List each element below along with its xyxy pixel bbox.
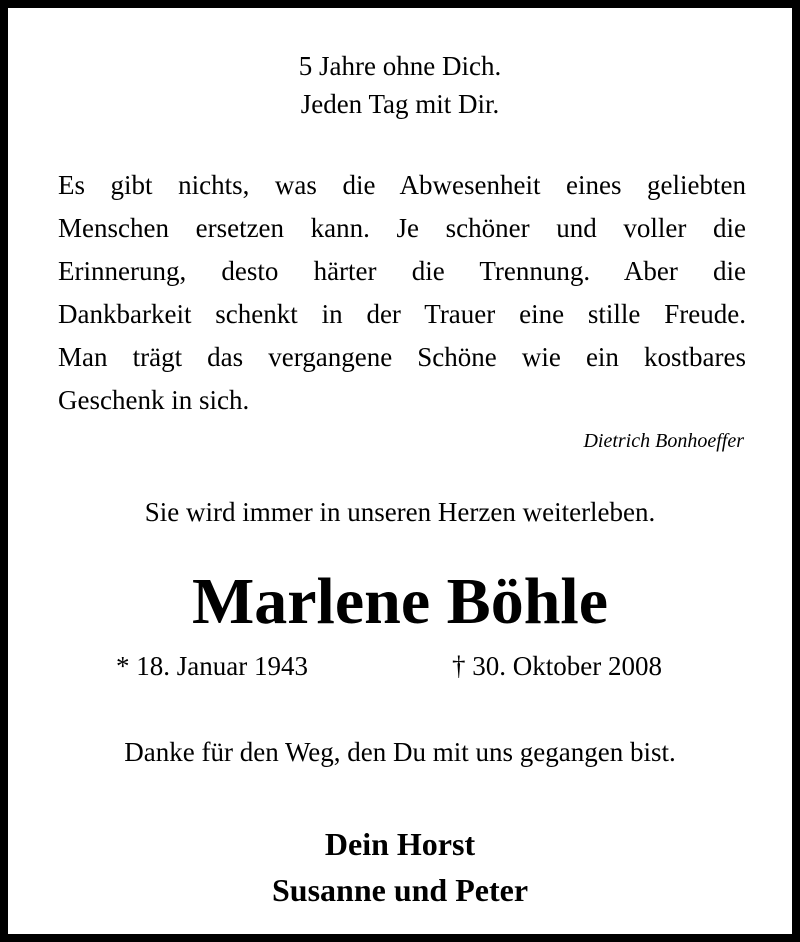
tribute-text: Sie wird immer in unseren Herzen weiterleben. (144, 497, 656, 527)
header-line-1: 5 Jahre ohne Dich. (298, 51, 502, 81)
quote-line: Dankbarkeit schenkt in der Trauer eine stille Freude. (58, 299, 746, 329)
quote-line: Erinnerung, desto härter die Trennung. Aber die (58, 256, 746, 286)
quote-line: Geschenk in sich. (58, 385, 250, 415)
signature-line-2: Susanne und Peter (271, 872, 529, 908)
signature-line-1: Dein Horst (324, 826, 476, 862)
quote-line: Man trägt das vergangene Schöne wie ein kostbares (58, 342, 746, 372)
quote-author: Dietrich Bonhoeffer (583, 430, 744, 452)
deceased-name: Marlene Böhle (191, 565, 609, 638)
death-date: † 30. Oktober 2008 (452, 651, 662, 681)
quote-line: Es gibt nichts, was die Abwesenheit eines geliebten (58, 170, 746, 200)
bonhoeffer-quote (58, 164, 746, 422)
thanks-text: Danke für den Weg, den Du mit uns gegangen bist. (124, 737, 676, 767)
quote-line: Menschen ersetzen kann. Je schöner und voller die (58, 213, 746, 243)
birth-date: * 18. Januar 1943 (116, 651, 308, 681)
header-line-2: Jeden Tag mit Dir. (300, 89, 500, 119)
